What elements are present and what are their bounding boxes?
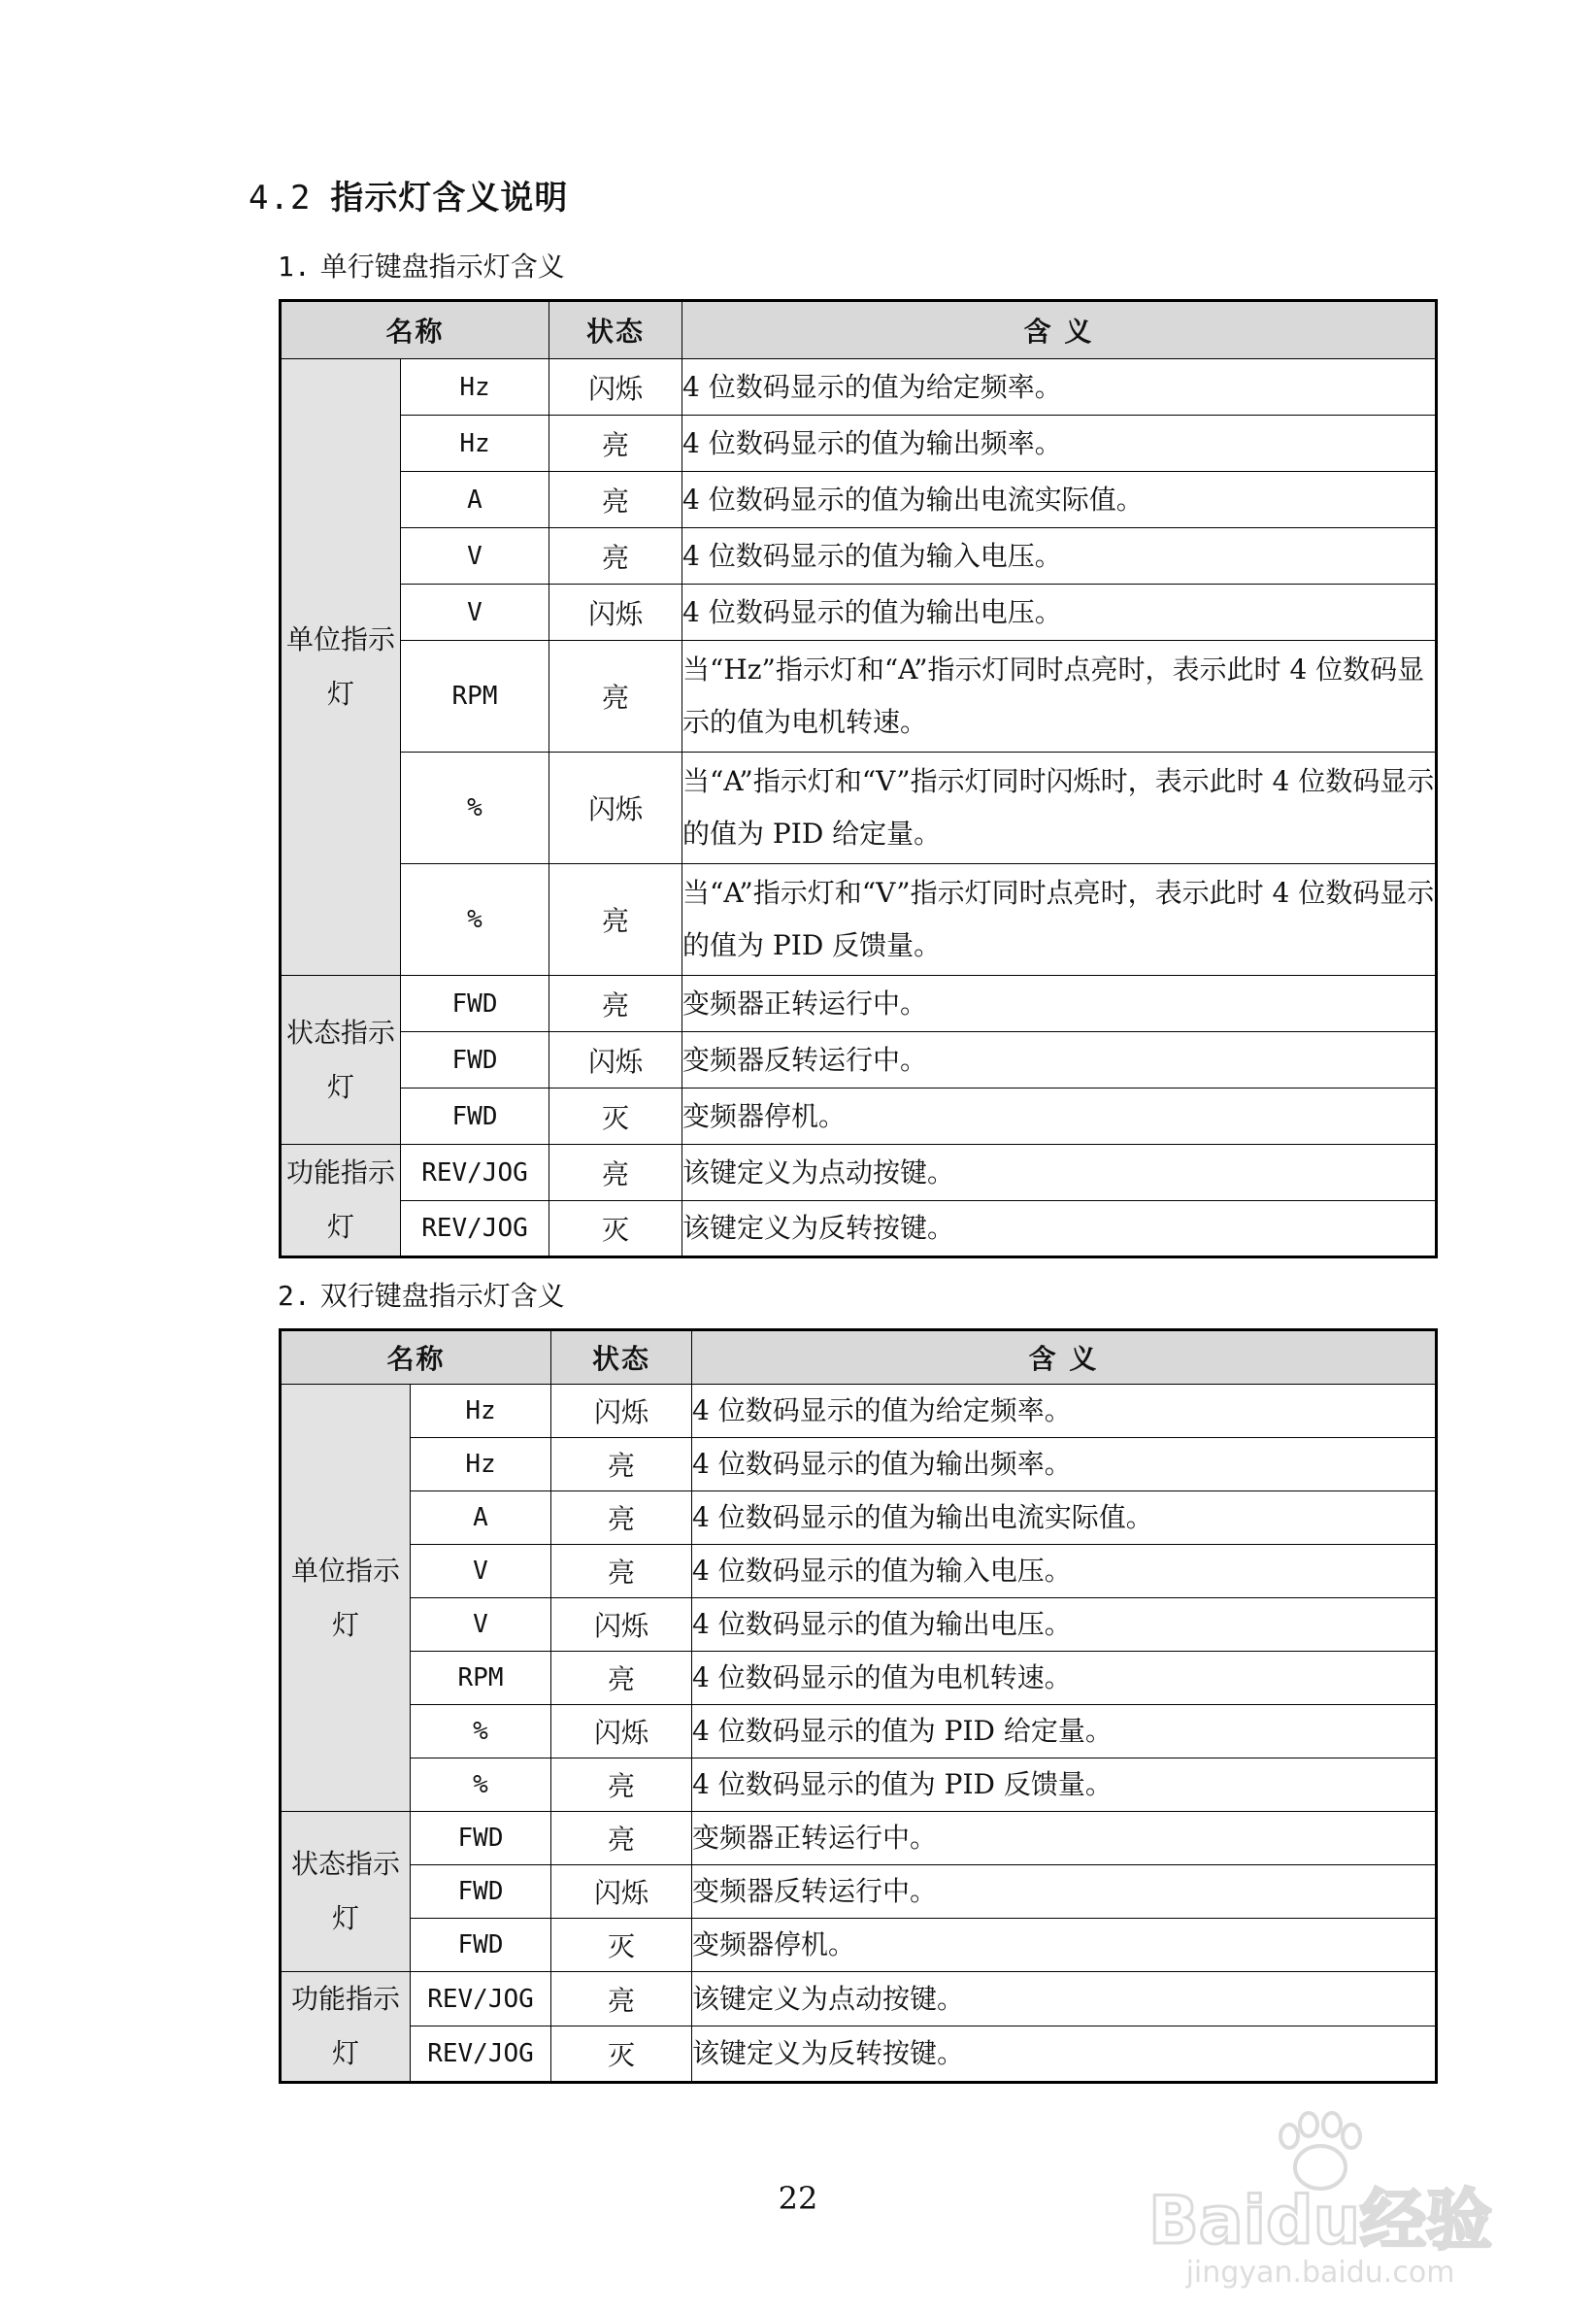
- lamp-meaning: 4 位数码显示的值为输入电压。: [692, 1545, 1437, 1598]
- table-row: [281, 416, 1437, 472]
- table-row: [281, 528, 1437, 585]
- lamp-name: V: [401, 528, 549, 585]
- lamp-name: REV/JOG: [411, 2026, 551, 2083]
- table-row: [281, 1972, 1437, 2026]
- lamp-state: 亮: [551, 1545, 692, 1598]
- lamp-state: 亮: [551, 1652, 692, 1705]
- table-row: [281, 864, 1437, 976]
- table-row: [281, 1705, 1437, 1758]
- table-2-title-text: 双行键盘指示灯含义: [319, 1280, 565, 1312]
- group-label-function: 功能指示灯: [281, 1145, 401, 1257]
- header-meaning: 含 义: [692, 1330, 1437, 1385]
- lamp-state: 灭: [551, 2026, 692, 2083]
- single-line-keypad-table: [279, 299, 1438, 1258]
- section-title: [249, 171, 568, 218]
- lamp-name: Hz: [411, 1438, 551, 1491]
- table-row: [281, 2026, 1437, 2083]
- lamp-meaning: 4 位数码显示的值为输入电压。: [682, 528, 1437, 585]
- lamp-name: %: [401, 753, 549, 864]
- lamp-name: V: [411, 1598, 551, 1652]
- table-2-title: [278, 1275, 565, 1314]
- lamp-meaning: 4 位数码显示的值为输出电流实际值。: [682, 472, 1437, 528]
- table-row: [281, 1758, 1437, 1812]
- lamp-state: 闪烁: [549, 1032, 682, 1089]
- lamp-name: FWD: [411, 1865, 551, 1919]
- lamp-name: %: [411, 1705, 551, 1758]
- page-number: 22: [778, 2180, 818, 2217]
- lamp-meaning: 变频器停机。: [692, 1919, 1437, 1972]
- lamp-name: A: [411, 1491, 551, 1545]
- table-row: [281, 1812, 1437, 1865]
- lamp-name: %: [401, 864, 549, 976]
- lamp-state: 灭: [551, 1919, 692, 1972]
- lamp-meaning: 4 位数码显示的值为电机转速。: [692, 1652, 1437, 1705]
- lamp-state: 亮: [549, 416, 682, 472]
- lamp-name: FWD: [411, 1919, 551, 1972]
- lamp-state: 闪烁: [549, 359, 682, 416]
- table-row: [281, 641, 1437, 753]
- table-row: [281, 1652, 1437, 1705]
- lamp-state: 亮: [549, 976, 682, 1032]
- lamp-name: REV/JOG: [411, 1972, 551, 2026]
- table-1-title-text: 单行键盘指示灯含义: [319, 251, 565, 283]
- lamp-meaning: 4 位数码显示的值为输出频率。: [682, 416, 1437, 472]
- lamp-name: Hz: [401, 416, 549, 472]
- table-row: [281, 1201, 1437, 1257]
- lamp-name: %: [411, 1758, 551, 1812]
- lamp-name: FWD: [401, 1089, 549, 1145]
- table-row: [281, 1865, 1437, 1919]
- lamp-state: 亮: [549, 864, 682, 976]
- lamp-meaning: 当“A”指示灯和“V”指示灯同时点亮时，表示此时 4 位数码显示的值为 PID 反馈量。: [682, 864, 1437, 976]
- lamp-name: REV/JOG: [401, 1201, 549, 1257]
- table-row: [281, 1089, 1437, 1145]
- lamp-name: RPM: [401, 641, 549, 753]
- lamp-state: 亮: [551, 1491, 692, 1545]
- table-row: [281, 753, 1437, 864]
- lamp-meaning: 4 位数码显示的值为 PID 反馈量。: [692, 1758, 1437, 1812]
- svg-text:Baidu经验: Baidu经验: [1147, 2183, 1493, 2260]
- lamp-state: 亮: [549, 528, 682, 585]
- table-row: [281, 472, 1437, 528]
- group-label-unit: 单位指示灯: [281, 1385, 411, 1812]
- lamp-name: FWD: [401, 1032, 549, 1089]
- lamp-meaning: 4 位数码显示的值为输出电压。: [692, 1598, 1437, 1652]
- lamp-meaning: 该键定义为反转按键。: [682, 1201, 1437, 1257]
- table-row: [281, 1545, 1437, 1598]
- lamp-meaning: 变频器反转运行中。: [692, 1865, 1437, 1919]
- lamp-state: 亮: [549, 1145, 682, 1201]
- table-row: [281, 1032, 1437, 1089]
- lamp-name: RPM: [411, 1652, 551, 1705]
- lamp-state: 闪烁: [551, 1598, 692, 1652]
- lamp-name: REV/JOG: [401, 1145, 549, 1201]
- group-label-status: 状态指示灯: [281, 1812, 411, 1972]
- lamp-state: 亮: [551, 1438, 692, 1491]
- table-row: [281, 1598, 1437, 1652]
- lamp-name: V: [401, 585, 549, 641]
- baidu-watermark-logo: [1136, 2107, 1505, 2292]
- lamp-name: Hz: [411, 1385, 551, 1438]
- table-row: [281, 1145, 1437, 1201]
- lamp-state: 亮: [549, 472, 682, 528]
- table-row: [281, 976, 1437, 1032]
- lamp-name: FWD: [401, 976, 549, 1032]
- lamp-meaning: 该键定义为反转按键。: [692, 2026, 1437, 2083]
- lamp-meaning: 变频器正转运行中。: [682, 976, 1437, 1032]
- header-state: 状态: [551, 1330, 692, 1385]
- section-number: 4.2: [249, 179, 312, 218]
- lamp-state: 闪烁: [549, 585, 682, 641]
- table-row: [281, 1491, 1437, 1545]
- header-meaning: 含 义: [682, 301, 1437, 359]
- table-row: [281, 1919, 1437, 1972]
- lamp-state: 闪烁: [551, 1385, 692, 1438]
- header-name: 名称: [281, 1330, 551, 1385]
- lamp-meaning: 4 位数码显示的值为输出频率。: [692, 1438, 1437, 1491]
- lamp-state: 灭: [549, 1089, 682, 1145]
- lamp-meaning: 变频器停机。: [682, 1089, 1437, 1145]
- table-row: [281, 585, 1437, 641]
- lamp-name: A: [401, 472, 549, 528]
- group-label-unit: 单位指示灯: [281, 359, 401, 976]
- table-row: [281, 359, 1437, 416]
- lamp-meaning: 4 位数码显示的值为给定频率。: [682, 359, 1437, 416]
- group-label-function: 功能指示灯: [281, 1972, 411, 2083]
- lamp-state: 闪烁: [551, 1705, 692, 1758]
- svg-text:jingyan.baidu.com: jingyan.baidu.com: [1185, 2256, 1455, 2290]
- lamp-state: 亮: [551, 1972, 692, 2026]
- table-1-title: [278, 246, 565, 285]
- lamp-meaning: 当“Hz”指示灯和“A”指示灯同时点亮时，表示此时 4 位数码显示的值为电机转速。: [682, 641, 1437, 753]
- lamp-name: V: [411, 1545, 551, 1598]
- lamp-name: FWD: [411, 1812, 551, 1865]
- section-title-text: 指示灯含义说明: [330, 179, 569, 218]
- lamp-meaning: 4 位数码显示的值为输出电压。: [682, 585, 1437, 641]
- lamp-meaning: 该键定义为点动按键。: [682, 1145, 1437, 1201]
- lamp-meaning: 变频器反转运行中。: [682, 1032, 1437, 1089]
- header-state: 状态: [549, 301, 682, 359]
- table-2-title-number: 2.: [278, 1280, 311, 1312]
- lamp-meaning: 该键定义为点动按键。: [692, 1972, 1437, 2026]
- table-row: [281, 1385, 1437, 1438]
- lamp-meaning: 4 位数码显示的值为 PID 给定量。: [692, 1705, 1437, 1758]
- lamp-meaning: 变频器正转运行中。: [692, 1812, 1437, 1865]
- lamp-state: 亮: [551, 1758, 692, 1812]
- lamp-state: 闪烁: [551, 1865, 692, 1919]
- lamp-meaning: 4 位数码显示的值为给定频率。: [692, 1385, 1437, 1438]
- lamp-meaning: 4 位数码显示的值为输出电流实际值。: [692, 1491, 1437, 1545]
- table-1-title-number: 1.: [278, 251, 311, 283]
- table-header-row: [281, 301, 1437, 359]
- double-line-keypad-table: [279, 1328, 1438, 2084]
- lamp-state: 闪烁: [549, 753, 682, 864]
- header-name: 名称: [281, 301, 549, 359]
- lamp-name: Hz: [401, 359, 549, 416]
- table-header-row: [281, 1330, 1437, 1385]
- lamp-state: 亮: [549, 641, 682, 753]
- lamp-state: 灭: [549, 1201, 682, 1257]
- lamp-state: 亮: [551, 1812, 692, 1865]
- group-label-status: 状态指示灯: [281, 976, 401, 1145]
- lamp-meaning: 当“A”指示灯和“V”指示灯同时闪烁时，表示此时 4 位数码显示的值为 PID 给定量。: [682, 753, 1437, 864]
- table-row: [281, 1438, 1437, 1491]
